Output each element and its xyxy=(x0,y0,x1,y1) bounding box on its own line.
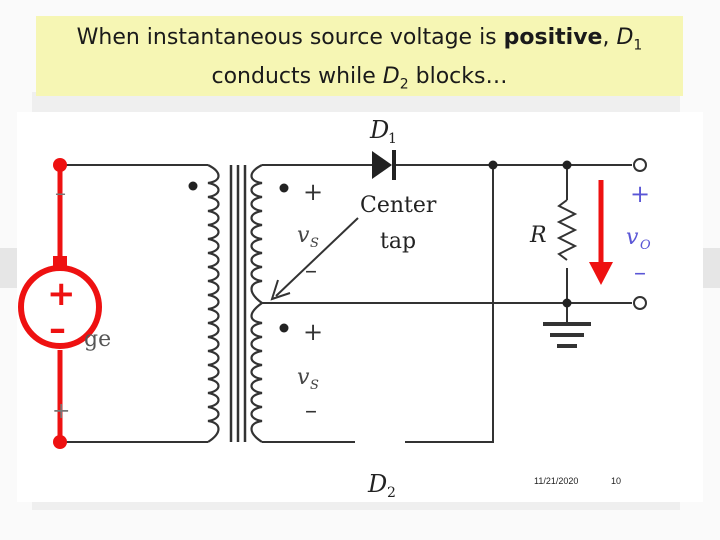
vs-top-minus: – xyxy=(305,256,317,284)
vo-minus: – xyxy=(634,258,646,286)
d2-subscript: 2 xyxy=(387,485,396,501)
vs-top-plus: + xyxy=(303,178,324,206)
vs-top-subscript: S xyxy=(310,236,319,251)
title-d1-sub: 1 xyxy=(633,37,643,54)
source-plus-sign: + xyxy=(47,274,76,314)
d1-subscript: 1 xyxy=(388,131,397,147)
vs-bottom-label: v xyxy=(297,365,310,390)
title-comma: , xyxy=(602,25,617,50)
center-tap-label-line2: tap xyxy=(380,229,417,254)
title-text: When instantaneous source voltage is xyxy=(76,25,504,50)
title-d2-sub: 2 xyxy=(399,76,409,93)
primary-plus-faint: + xyxy=(52,399,71,424)
vo-plus: + xyxy=(630,180,651,208)
title-text-3: blocks… xyxy=(408,64,508,90)
vs-top-label: v xyxy=(297,223,310,248)
ground-symbol xyxy=(543,322,591,348)
primary-winding xyxy=(208,165,219,442)
title-emphasis: positive xyxy=(503,25,603,50)
title-d2: D xyxy=(382,64,400,90)
transformer-core xyxy=(231,165,245,442)
resistor-zigzag xyxy=(559,200,575,260)
source-minus-sign: – xyxy=(49,309,66,349)
d2-label: D xyxy=(368,470,388,498)
output-voltage-arrow xyxy=(589,180,613,285)
vo-label: v xyxy=(626,225,639,250)
title-d1: D xyxy=(616,25,634,50)
resistor-label: R xyxy=(530,223,547,248)
d1-label: D xyxy=(370,116,390,144)
vs-bottom-plus: + xyxy=(303,318,324,346)
vs-bottom-minus: – xyxy=(305,396,317,424)
title-text-2: conducts while xyxy=(211,64,383,90)
footer-page-number: 10 xyxy=(611,476,622,486)
footer-date: 11/21/2020 xyxy=(534,476,579,486)
vs-bottom-subscript: S xyxy=(310,378,319,393)
partial-voltage-label: ge xyxy=(84,327,112,352)
secondary-winding xyxy=(252,165,263,442)
center-tap-label-line1: Center xyxy=(360,193,437,218)
diode-d1 xyxy=(372,150,396,180)
primary-minus-faint: – xyxy=(55,181,66,206)
vo-subscript: O xyxy=(640,238,651,253)
